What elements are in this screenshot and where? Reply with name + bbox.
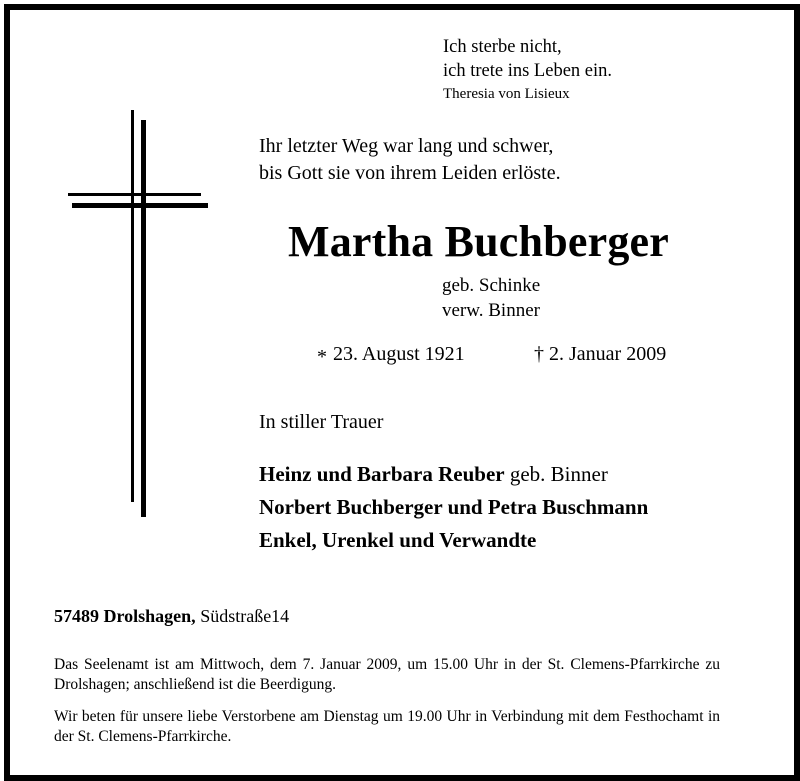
deceased-name: Martha Buchberger <box>288 217 669 266</box>
address-city: 57489 Drolshagen, <box>54 606 196 626</box>
maiden-name: geb. Schinke <box>442 275 541 296</box>
mourner-names-3: Enkel, Urenkel und Verwandte <box>259 528 537 552</box>
prayer-notice: Wir beten für unsere liebe Verstorbene am Dienstag um 19.00 Uhr in Verbindung mit dem Festhochamt in der St. Clemens-Pfarrkirche. <box>54 708 720 745</box>
mourner-line-3 <box>259 524 648 557</box>
mourners-list <box>259 458 648 557</box>
birth-date <box>317 343 465 366</box>
address-street: Südstraße14 <box>195 606 290 626</box>
quote-line-1: Ich sterbe nicht, <box>443 37 562 57</box>
verse <box>259 133 561 187</box>
quote-author: Theresia von Lisieux <box>443 86 570 102</box>
death-date: † 2. Januar 2009 <box>534 343 667 365</box>
name-details <box>442 273 540 323</box>
address <box>54 606 289 627</box>
quote-line-2: ich trete ins Leben ein. <box>443 61 613 81</box>
widowed-name: verw. Binner <box>442 300 540 321</box>
mourner-line-2 <box>259 491 648 524</box>
star-icon: * <box>317 346 327 368</box>
mourner-line-1 <box>259 458 648 491</box>
mourner-names-1: Heinz und Barbara Reuber <box>259 462 505 486</box>
birth-date-text: 23. August 1921 <box>333 343 465 365</box>
verse-line-2: bis Gott sie von ihrem Leiden erlöste. <box>259 162 561 184</box>
mourning-intro: In stiller Trauer <box>259 411 384 433</box>
mourner-maiden: geb. Binner <box>504 462 608 486</box>
requiem-notice: Das Seelenamt ist am Mittwoch, dem 7. Januar 2009, um 15.00 Uhr in der St. Clemens-Pfarrkirche zu Drolshagen; anschließend ist die Beerdigung. <box>54 656 720 693</box>
verse-line-1: Ihr letzter Weg war lang und schwer, <box>259 135 554 157</box>
quote <box>443 35 612 83</box>
mourner-names-2: Norbert Buchberger und Petra Buschmann <box>259 495 649 519</box>
